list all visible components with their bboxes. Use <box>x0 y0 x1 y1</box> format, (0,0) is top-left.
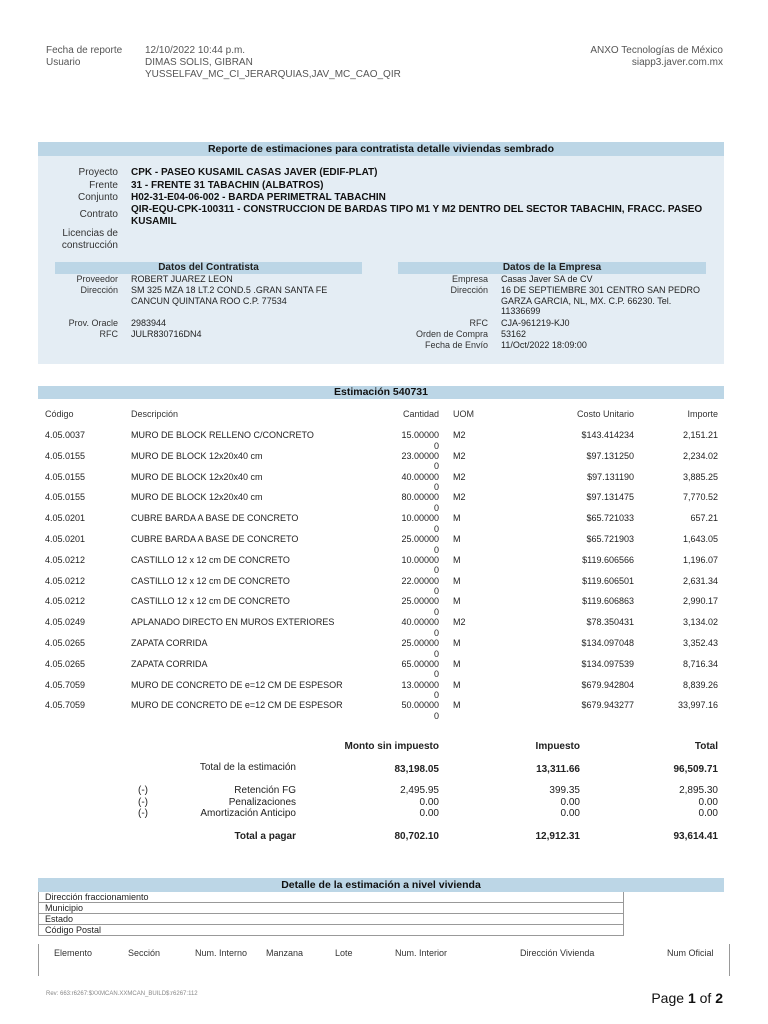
cantidad-cell <box>393 638 439 659</box>
empresa-direccion-value: 16 DE SEPTIEMBRE 301 CENTRO SAN PEDRO GARZA GARCIA, NL, MX. C.P. 66230. Tel. 11336699 <box>501 285 701 316</box>
amort-label: Amortización Anticipo <box>200 808 296 819</box>
cantidad-line: 50.00000 <box>401 700 439 711</box>
rfc-label: RFC <box>99 329 118 339</box>
cantidad-line: 0 <box>433 502 439 513</box>
descripcion-cell: CASTILLO 12 x 12 cm DE CONCRETO <box>131 554 290 565</box>
cantidad-line: 0 <box>433 482 439 493</box>
total-estimacion-impuesto: 13,311.66 <box>536 764 580 775</box>
revision-text: Rev: 663:r6267:$XXMCAN.XXMCAN_BUILD$:r6267:112 <box>46 991 198 997</box>
uom-cell: M2 <box>453 617 466 628</box>
detalle-table-left-border <box>38 944 39 976</box>
page-indicator: Page 1 of 2 <box>651 990 723 1006</box>
cantidad-cell <box>393 492 439 513</box>
table-row <box>38 700 724 721</box>
importe-cell: 1,196.07 <box>682 554 718 565</box>
cantidad-line: 10.00000 <box>401 554 439 565</box>
frente-label: Frente <box>89 180 118 191</box>
retencion-label: Retención FG <box>234 785 296 796</box>
uom-cell: M2 <box>453 430 466 440</box>
descripcion-cell: MURO DE CONCRETO DE e=12 CM DE ESPESOR <box>131 700 343 711</box>
costo-unitario-cell: $65.721903 <box>586 534 634 544</box>
cantidad-line: 0 <box>433 544 439 555</box>
cantidad-cell <box>393 513 439 534</box>
codigo-cell: 4.05.0212 <box>45 554 86 565</box>
cantidad-line: 0 <box>433 565 439 576</box>
contratista-title: Datos del Contratista <box>55 262 362 274</box>
col-importe: Importe <box>687 409 718 419</box>
total-estimacion-label: Total de la estimación <box>199 762 296 773</box>
direccion-value: SM 325 MZA 18 LT.2 COND.5 .GRAN SANTA FE CANCUN QUINTANA ROO C.P. 77534 <box>131 285 328 306</box>
cantidad-line: 0 <box>433 586 439 597</box>
orden-label: Orden de Compra <box>415 329 488 339</box>
uom-cell: M2 <box>453 450 466 461</box>
uom-cell: M <box>453 554 461 565</box>
envio-label: Fecha de Envío <box>424 340 488 350</box>
codigo-cell: 4.05.0249 <box>45 617 86 628</box>
company-info <box>590 45 723 69</box>
codigo-cell: 4.05.0201 <box>45 534 86 544</box>
amort-sign: (-) <box>138 808 148 819</box>
costo-unitario-cell: $134.097539 <box>581 658 634 669</box>
empresa-rfc-value: CJA-961219-KJ0 <box>501 318 570 328</box>
uom-cell: M <box>453 596 461 607</box>
cantidad-line: 40.00000 <box>401 471 439 482</box>
contrato-line: KUSAMIL <box>131 216 177 227</box>
cantidad-line: 0 <box>433 461 439 472</box>
proveedor-label: Proveedor <box>76 274 118 284</box>
col-num-interior: Num. Interior <box>395 948 448 958</box>
cantidad-cell <box>393 472 439 493</box>
detalle-table-right-border <box>729 944 730 976</box>
descripcion-cell: MURO DE BLOCK 12x20x40 cm <box>131 471 263 482</box>
usuario-label: Usuario <box>46 57 81 68</box>
col-num-oficial: Num Oficial <box>667 948 714 958</box>
codigo-cell: 4.05.0155 <box>45 450 86 461</box>
table-row <box>38 430 724 451</box>
codigo-cell: 4.05.7059 <box>45 700 86 711</box>
orden-value: 53162 <box>501 329 527 339</box>
codigo-cell: 4.05.0265 <box>45 638 86 648</box>
total-estimacion-total: 96,509.71 <box>673 764 718 775</box>
importe-cell: 8,716.34 <box>682 658 718 669</box>
codigo-cell: 4.05.0212 <box>45 596 86 607</box>
costo-unitario-cell: $679.943277 <box>581 700 634 711</box>
costo-unitario-cell: $119.606863 <box>582 596 634 607</box>
costo-unitario-cell: $97.131475 <box>586 492 634 503</box>
empresa-label: Empresa <box>451 274 488 284</box>
detalle-field-municipio: Municipio <box>38 903 624 914</box>
costo-unitario-cell: $134.097048 <box>581 638 634 648</box>
table-row <box>38 638 724 659</box>
cantidad-cell <box>393 534 439 555</box>
importe-cell: 3,352.43 <box>682 638 718 648</box>
cantidad-line: 25.00000 <box>401 638 439 648</box>
descripcion-cell: CUBRE BARDA A BASE DE CONCRETO <box>131 534 299 544</box>
proyecto-label: Proyecto <box>78 167 118 178</box>
costo-unitario-cell: $119.606501 <box>582 575 634 586</box>
importe-cell: 3,885.25 <box>682 471 718 482</box>
licencias-label: Licencias de construcción <box>61 228 118 251</box>
table-row <box>38 596 724 617</box>
importe-cell: 657.21 <box>690 513 718 524</box>
contrato-line: QIR-EQU-CPK-100311 - CONSTRUCCION DE BARDAS TIPO M1 Y M2 DENTRO DEL SECTOR TABACHIN, FRACC. PASEO <box>131 204 703 215</box>
col-elemento: Elemento <box>54 948 93 958</box>
envio-value: 11/Oct/2022 18:09:00 <box>501 340 587 350</box>
retencion-sign: (-) <box>138 785 148 796</box>
uom-cell: M <box>453 658 461 669</box>
table-row <box>38 659 724 680</box>
codigo-cell: 4.05.0201 <box>45 513 86 524</box>
importe-cell: 2,631.34 <box>682 575 718 586</box>
table-row <box>38 617 724 638</box>
cantidad-line: 0 <box>433 690 439 701</box>
descripcion-cell: ZAPATA CORRIDA <box>131 638 208 648</box>
descripcion-cell: CASTILLO 12 x 12 cm DE CONCRETO <box>131 575 290 586</box>
conjunto-value: H02-31-E04-06-002 - BARDA PERIMETRAL TABACHIN <box>131 192 386 203</box>
cantidad-cell <box>393 680 439 701</box>
importe-cell: 2,234.02 <box>682 450 718 461</box>
table-row <box>38 492 724 513</box>
proyecto-value: CPK - PASEO KUSAMIL CASAS JAVER (EDIF-PLAT) <box>131 167 378 178</box>
descripcion-cell: ZAPATA CORRIDA <box>131 658 208 669</box>
cantidad-line: 23.00000 <box>401 450 439 461</box>
cantidad-cell <box>393 596 439 617</box>
frente-value: 31 - FRENTE 31 TABACHIN (ALBATROS) <box>131 180 324 191</box>
col-uom: UOM <box>453 409 474 419</box>
empresa-title: Datos de la Empresa <box>398 262 706 274</box>
costo-unitario-cell: $65.721033 <box>586 513 634 524</box>
cantidad-line: 80.00000 <box>401 492 439 503</box>
col-lote: Lote <box>335 948 353 958</box>
table-row <box>38 555 724 576</box>
cantidad-line: 0 <box>433 710 439 721</box>
summary-header-impuesto: Impuesto <box>535 741 580 752</box>
cantidad-cell <box>393 430 439 451</box>
proveedor-value: ROBERT JUAREZ LEON <box>131 274 233 284</box>
uom-cell: M <box>453 575 461 586</box>
report-meta-values <box>145 45 401 81</box>
importe-cell: 33,997.16 <box>677 700 718 711</box>
summary-header-total: Total <box>694 741 718 752</box>
col-manzana: Manzana <box>266 948 304 958</box>
total-estimacion-monto: 83,198.05 <box>394 764 439 775</box>
uom-cell: M <box>453 700 461 711</box>
estimacion-title: Estimación 540731 <box>38 386 724 399</box>
costo-unitario-cell: $679.942804 <box>581 679 634 690</box>
codigo-cell: 4.05.7059 <box>45 679 86 690</box>
contrato-value <box>131 204 702 228</box>
report-meta-labels <box>46 45 122 69</box>
amort-impuesto: 0.00 <box>560 808 580 819</box>
descripcion-cell: MURO DE BLOCK 12x20x40 cm <box>131 492 263 503</box>
uom-cell: M2 <box>453 471 466 482</box>
table-row <box>38 451 724 472</box>
company-site: siapp3.javer.com.mx <box>631 57 723 68</box>
col-seccion: Sección <box>128 948 161 958</box>
table-row <box>38 513 724 534</box>
descripcion-cell: MURO DE BLOCK RELLENO C/CONCRETO <box>131 430 314 440</box>
detalle-field-codigo-postal: Código Postal <box>38 925 624 936</box>
importe-cell: 7,770.52 <box>682 492 718 503</box>
pagar-label: Total a pagar <box>234 831 296 842</box>
empresa-direccion-label: Dirección <box>450 285 488 295</box>
cantidad-line: 65.00000 <box>401 658 439 669</box>
summary-header-monto: Monto sin impuesto <box>344 741 439 752</box>
table-row <box>38 534 724 555</box>
report-title: Reporte de estimaciones para contratista detalle viviendas sembrado <box>38 142 724 156</box>
codigo-cell: 4.05.0037 <box>45 430 86 440</box>
amort-monto: 0.00 <box>419 808 439 819</box>
cantidad-line: 25.00000 <box>401 596 439 607</box>
rfc-value: JULR830716DN4 <box>131 329 202 339</box>
cantidad-cell <box>393 576 439 597</box>
detalle-field-fraccionamiento: Dirección fraccionamiento <box>38 892 624 903</box>
company-name: ANXO Tecnologías de México <box>590 45 723 56</box>
cantidad-line: 13.00000 <box>401 679 439 690</box>
cantidad-cell <box>393 451 439 472</box>
importe-cell: 2,990.17 <box>682 596 718 607</box>
codigo-cell: 4.05.0155 <box>45 471 86 482</box>
cantidad-line: 0 <box>433 648 439 659</box>
importe-cell: 8,839.26 <box>682 679 718 690</box>
detalle-field-estado: Estado <box>38 914 624 925</box>
col-costo-unitario: Costo Unitario <box>576 409 634 419</box>
costo-unitario-cell: $119.606566 <box>582 554 634 565</box>
cantidad-line: 0 <box>433 627 439 638</box>
pagar-total: 93,614.41 <box>673 831 718 842</box>
cantidad-cell <box>393 659 439 680</box>
uom-cell: M <box>453 638 461 648</box>
codigo-cell: 4.05.0155 <box>45 492 86 503</box>
penal-impuesto: 0.00 <box>560 797 580 808</box>
costo-unitario-cell: $143.414234 <box>581 430 634 440</box>
penal-sign: (-) <box>138 797 148 808</box>
descripcion-cell: MURO DE CONCRETO DE e=12 CM DE ESPESOR <box>131 679 343 690</box>
table-row <box>38 680 724 701</box>
cantidad-cell <box>393 555 439 576</box>
contrato-label: Contrato <box>79 209 118 220</box>
usuario-line: DIMAS SOLIS, GIBRAN <box>145 57 253 68</box>
empresa-value: Casas Javer SA de CV <box>501 274 593 284</box>
penal-label: Penalizaciones <box>228 797 296 808</box>
fecha-label: Fecha de reporte <box>46 45 123 56</box>
col-codigo: Código <box>45 409 74 419</box>
fecha-value: 12/10/2022 10:44 p.m. <box>145 45 246 56</box>
prov-oracle-value: 2983944 <box>131 318 167 328</box>
cantidad-cell <box>393 700 439 721</box>
direccion-label: Dirección <box>80 285 118 295</box>
cantidad-line: 40.00000 <box>401 617 439 628</box>
empresa-rfc-label: RFC <box>469 318 488 328</box>
pagar-impuesto: 12,912.31 <box>535 831 580 842</box>
codigo-cell: 4.05.0212 <box>45 575 86 586</box>
uom-cell: M <box>453 679 461 690</box>
conjunto-label: Conjunto <box>77 192 118 203</box>
uom-cell: M <box>453 534 461 544</box>
cantidad-line: 15.00000 <box>401 430 439 440</box>
col-direccion-vivienda: Dirección Vivienda <box>520 948 595 958</box>
cantidad-line: 22.00000 <box>401 575 439 586</box>
importe-cell: 1,643.05 <box>682 534 718 544</box>
col-num-interno: Num. Interno <box>195 948 248 958</box>
pagar-monto: 80,702.10 <box>394 831 439 842</box>
descripcion-cell: APLANADO DIRECTO EN MUROS EXTERIORES <box>131 617 335 628</box>
cantidad-line: 0 <box>433 606 439 617</box>
table-row <box>38 472 724 493</box>
retencion-monto: 2,495.95 <box>400 785 439 796</box>
table-row <box>38 576 724 597</box>
retencion-total: 2,895.30 <box>679 785 718 796</box>
cantidad-line: 0 <box>433 523 439 534</box>
importe-cell: 3,134.02 <box>682 617 718 628</box>
detalle-title: Detalle de la estimación a nivel vivienda <box>38 878 724 892</box>
cantidad-line: 0 <box>433 669 439 680</box>
usuario-line: YUSSELFAV_MC_CI_JERARQUIAS,JAV_MC_CAO_QIR <box>145 69 401 80</box>
costo-unitario-cell: $97.131190 <box>587 471 634 482</box>
cantidad-line: 10.00000 <box>401 513 439 524</box>
uom-cell: M2 <box>453 492 466 503</box>
costo-unitario-cell: $97.131250 <box>586 450 634 461</box>
amort-total: 0.00 <box>698 808 718 819</box>
codigo-cell: 4.05.0265 <box>45 658 86 669</box>
descripcion-cell: MURO DE BLOCK 12x20x40 cm <box>131 450 263 461</box>
cantidad-cell <box>393 617 439 638</box>
importe-cell: 2,151.21 <box>682 430 718 440</box>
penal-total: 0.00 <box>698 797 718 808</box>
descripcion-cell: CUBRE BARDA A BASE DE CONCRETO <box>131 513 299 524</box>
prov-oracle-label: Prov. Oracle <box>68 318 118 328</box>
cantidad-line: 25.00000 <box>401 534 439 544</box>
descripcion-cell: CASTILLO 12 x 12 cm DE CONCRETO <box>131 596 290 607</box>
costo-unitario-cell: $78.350431 <box>586 617 634 628</box>
retencion-impuesto: 399.35 <box>549 785 580 796</box>
cantidad-line: 0 <box>433 440 439 451</box>
col-descripcion: Descripción <box>131 409 179 419</box>
uom-cell: M <box>453 513 461 524</box>
col-cantidad: Cantidad <box>402 409 439 419</box>
penal-monto: 0.00 <box>419 797 439 808</box>
